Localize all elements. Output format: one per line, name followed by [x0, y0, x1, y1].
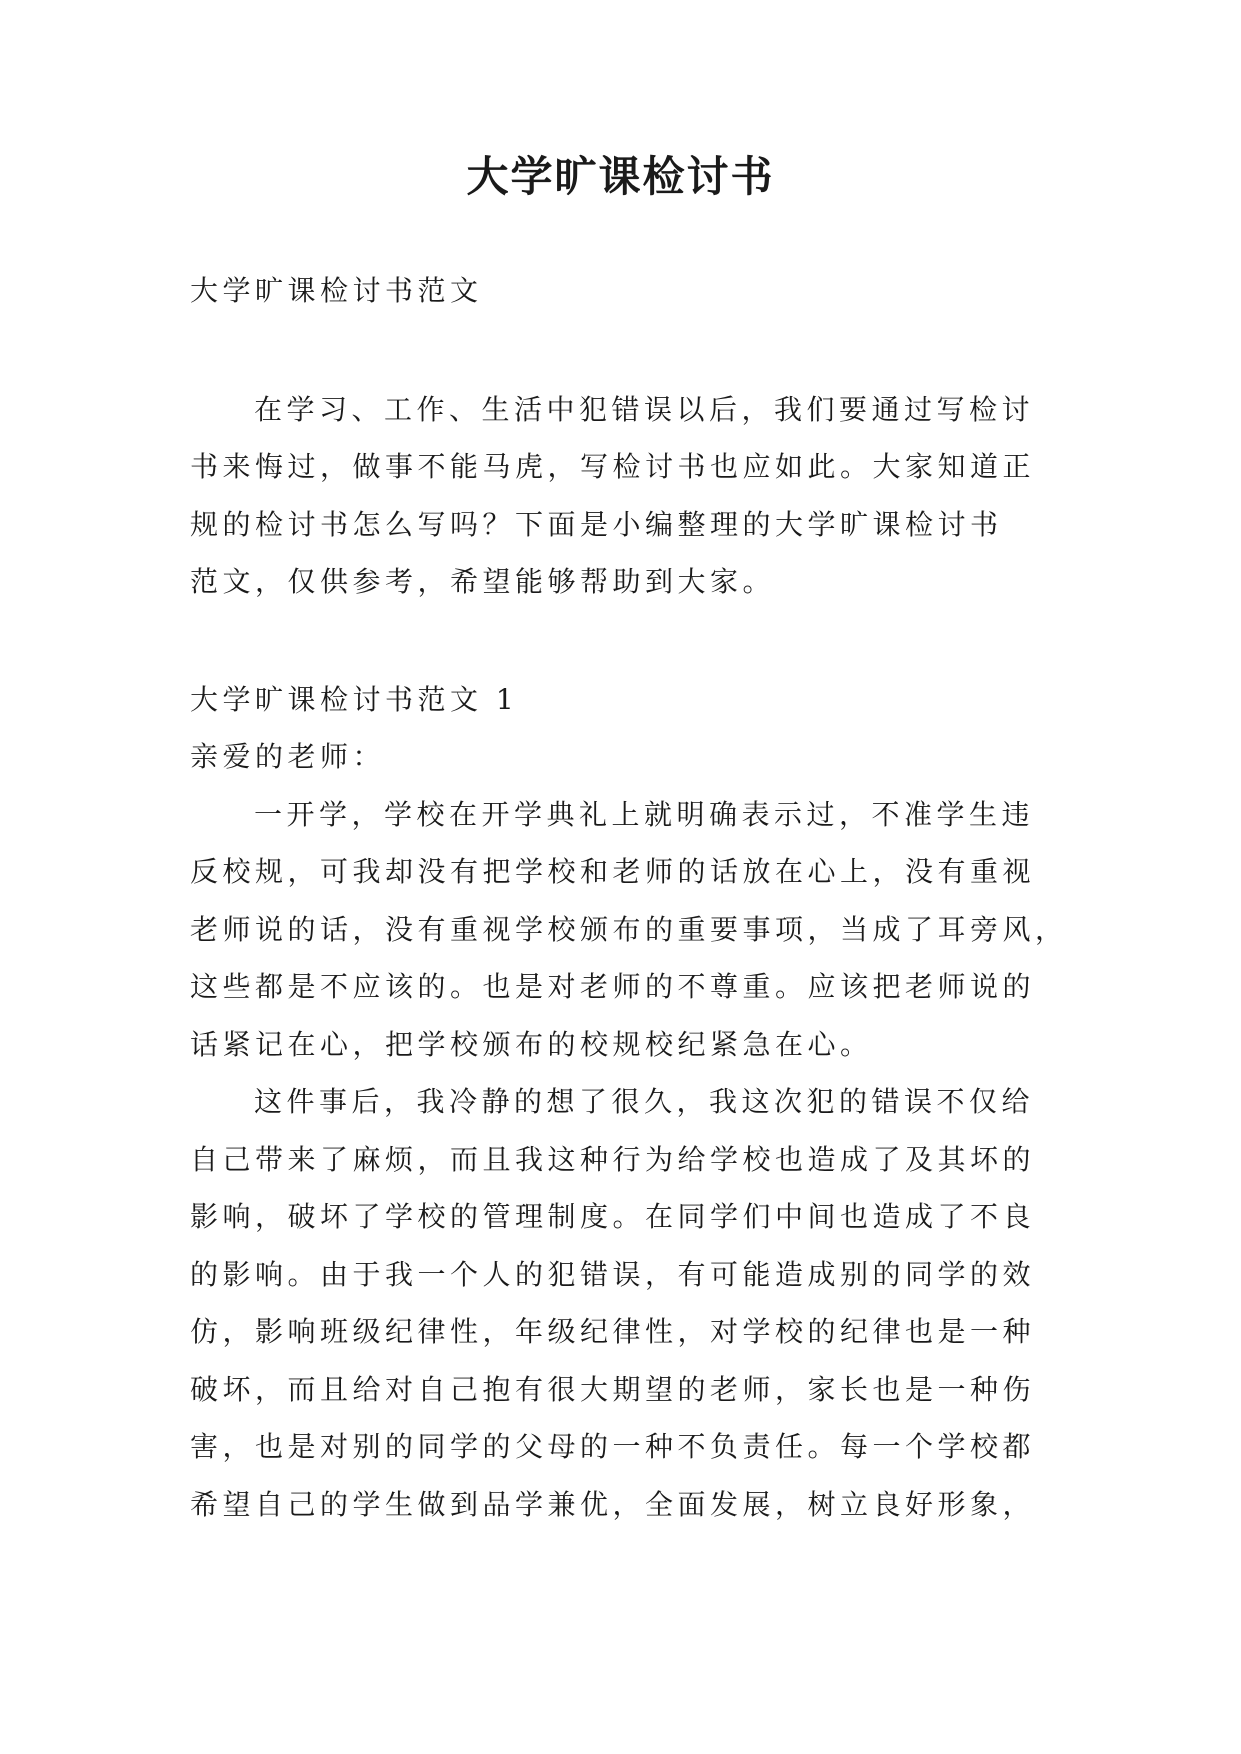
paragraph-line: 这些都是不应该的。也是对老师的不尊重。应该把老师说的 [190, 970, 1036, 1003]
subtitle: 大学旷课检讨书范文 [190, 274, 483, 307]
paragraph-line: 破坏，而且给对自己抱有很大期望的老师，家长也是一种伤 [190, 1372, 1036, 1406]
paragraph-line: 仿，影响班级纪律性，年级纪律性，对学校的纪律也是一种 [190, 1315, 1036, 1348]
paragraph-line: 希望自己的学生做到品学兼优，全面发展，树立良好形象， [190, 1487, 1036, 1521]
paragraph-line: 的影响。由于我一个人的犯错误，有可能造成别的同学的效 [190, 1257, 1036, 1291]
intro-line: 书来悔过，做事不能马虎，写检讨书也应如此。大家知道正 [190, 450, 1036, 483]
document-body [190, 262, 1068, 1533]
paragraph-line: 一开学，学校在开学典礼上就明确表示过，不准学生违 [254, 797, 1035, 831]
document-title: 大学旷课检讨书 [466, 152, 775, 201]
section-heading: 大学旷课检讨书范文 1 [190, 682, 519, 716]
letter-section [190, 671, 1068, 1534]
intro-line: 范文，仅供参考，希望能够帮助到大家。 [190, 565, 776, 598]
paragraph-line: 害，也是对别的同学的父母的一种不负责任。每一个学校都 [190, 1430, 1036, 1463]
paragraph-line: 反校规，可我却没有把学校和老师的话放在心上，没有重视 [190, 855, 1036, 888]
paragraph-line: 老师说的话，没有重视学校颁布的重要事项，当成了耳旁风， [190, 912, 1068, 946]
paragraph-line: 自己带来了麻烦，而且我这种行为给学校也造成了及其坏的 [190, 1142, 1036, 1176]
salutation: 亲爱的老师： [190, 740, 386, 773]
paragraph-line: 影响，破坏了学校的管理制度。在同学们中间也造成了不良 [190, 1200, 1036, 1233]
paragraph-line: 这件事后，我冷静的想了很久，我这次犯的错误不仅给 [254, 1085, 1035, 1118]
intro-line: 在学习、工作、生活中犯错误以后，我们要通过写检讨 [254, 392, 1035, 426]
intro-line: 规的检讨书怎么写吗？下面是小编整理的大学旷课检讨书 [190, 507, 1003, 541]
intro-paragraph [190, 381, 1054, 611]
paragraph-line: 话紧记在心，把学校颁布的校规校纪紧急在心。 [190, 1027, 873, 1061]
